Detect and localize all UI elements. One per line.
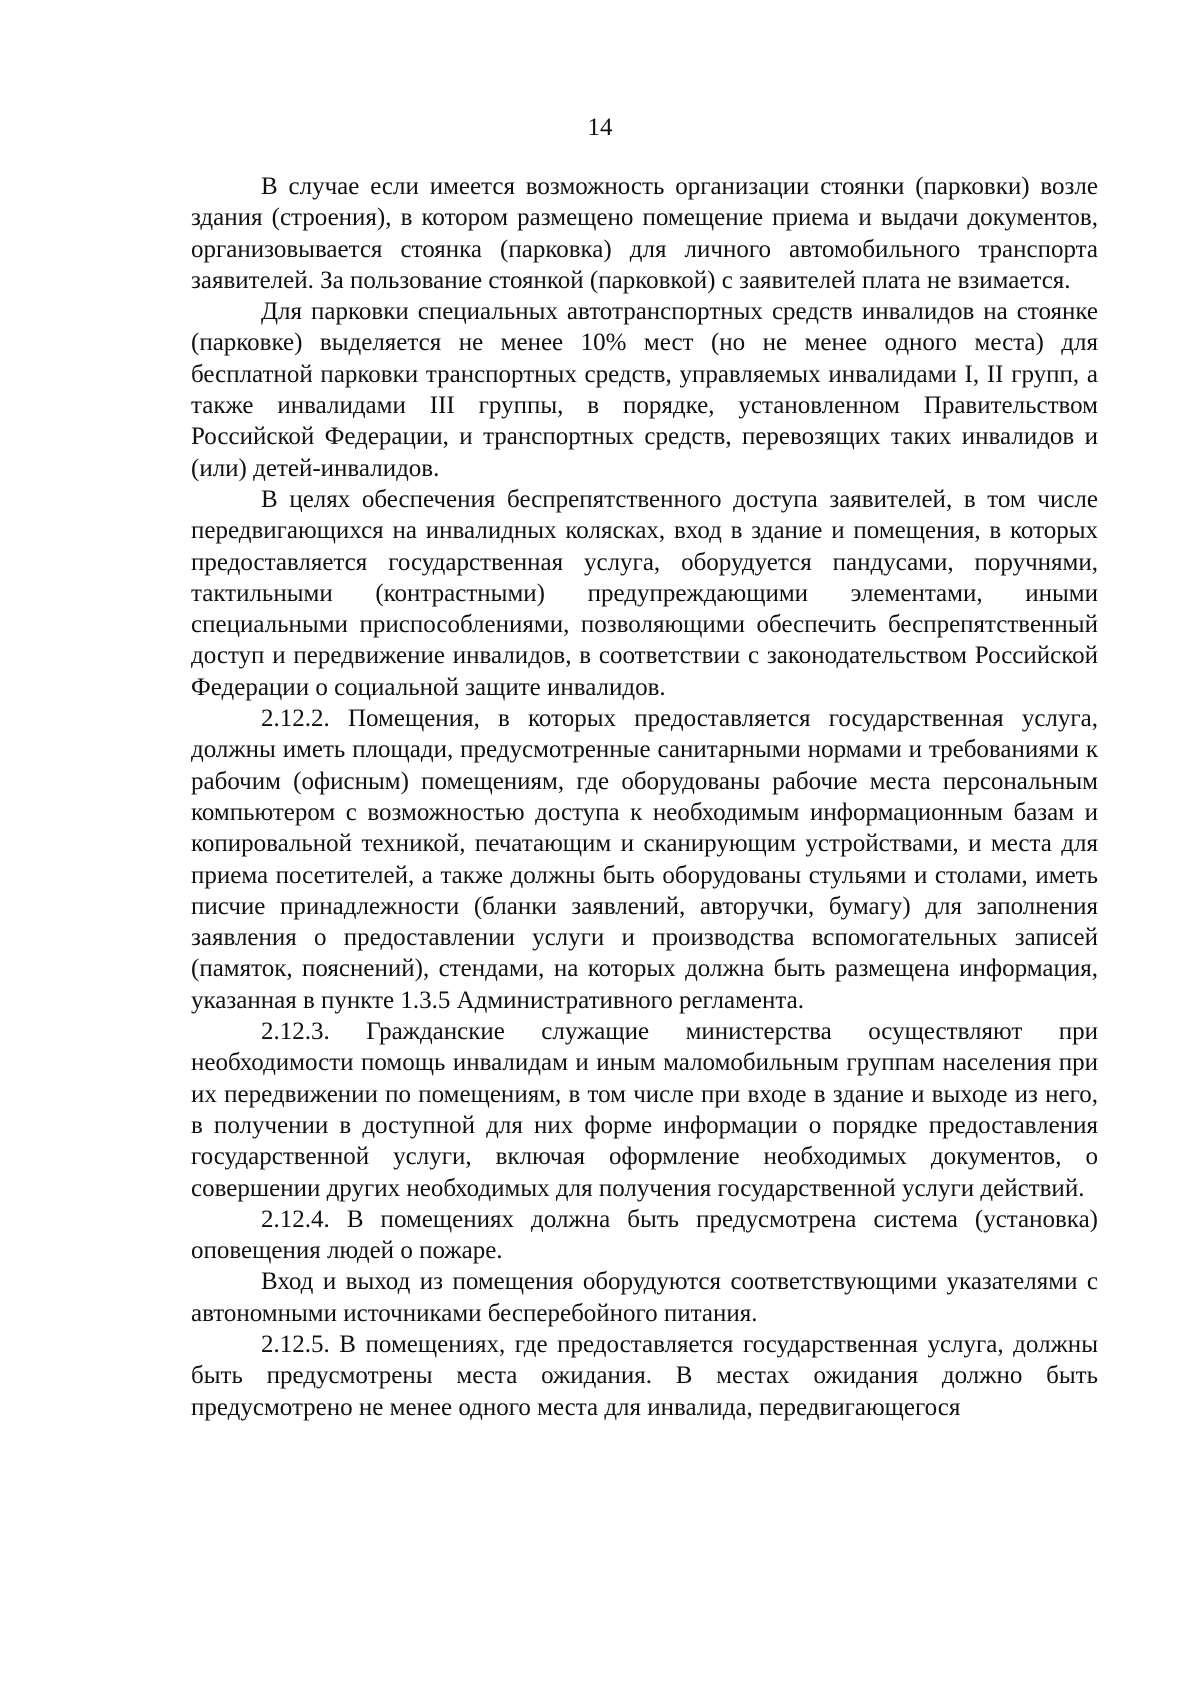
paragraph-2-12-5: 2.12.5. В помещениях, где предоставляется государственная услуга, должны быть предусмотрены места ожидания. В местах ожидания должно быть предусмотрено не менее одного места для инвалида, передвигающегося	[191, 1330, 1098, 1421]
paragraph-2-12-4: 2.12.4. В помещениях должна быть предусмотрена система (установка) оповещения людей о пожаре.	[191, 1205, 1098, 1265]
page-number: 14	[587, 114, 613, 141]
document-body	[191, 171, 1098, 1423]
paragraph-2-12-3: 2.12.3. Гражданские служащие министерства осуществляют при необходимости помощь инвалидам и иным маломобильным группам населения при их передвижении по помещениям, в том числе при входе в здание и выходе из него, в получении в доступной для них форме информации о порядке предоставления государственной услуги, включая оформление необходимых документов, о совершении других необходимых для получения государственной услуги действий.	[191, 1018, 1098, 1202]
paragraph-accessibility: В целях обеспечения беспрепятственного доступа заявителей, в том числе передвигающихся на инвалидных колясках, вход в здание и помещения, в которых предоставляется государственная услуга, оборудуется пандусами, поручнями, тактильными (контрастными) предупреждающими элементами, иными специальными приспособлениями, позволяющими обеспечить беспрепятственный доступ и передвижение инвалидов, в соответствии с законодательством Российской Федерации о социальной защите инвалидов.	[191, 485, 1098, 701]
paragraph-2-12-2: 2.12.2. Помещения, в которых предоставляется государственная услуга, должны иметь площади, предусмотренные санитарными нормами и требованиями к рабочим (офисным) помещениям, где оборудованы рабочие места персональным компьютером с возможностью доступа к необходимым информационным базам и копировальной техникой, печатающим и сканирующим устройствами, и места для приема посетителей, а также должны быть оборудованы стульями и столами, иметь писчие принадлежности (бланки заявлений, авторучки, бумагу) для заполнения заявления о предоставлении услуги и производства вспомогательных записей (памяток, пояснений), стендами, на которых должна быть размещена информация, указанная в пункте 1.3.5 Административного регламента.	[191, 705, 1098, 1014]
paragraph-entrance-exit: Вход и выход из помещения оборудуются соответствующими указателями с автономными источниками бесперебойного питания.	[191, 1268, 1098, 1327]
paragraph-parking: В случае если имеется возможность организации стоянки (парковки) возле здания (строения), в котором размещено помещение приема и выдачи документов, организовывается стоянка (парковка) для личного автомобильного транспорта заявителей. За пользование стоянкой (парковкой) с заявителей плата не взимается.	[191, 173, 1098, 294]
paragraph-disabled-parking: Для парковки специальных автотранспортных средств инвалидов на стоянке (парковке) выделяется не менее 10% мест (но не менее одного места) для бесплатной парковки транспортных средств, управляемых инвалидами I, II групп, а также инвалидами III группы, в порядке, установленном Правительством Российской Федерации, и транспортных средств, перевозящих таких инвалидов и (или) детей-инвалидов.	[191, 298, 1098, 482]
